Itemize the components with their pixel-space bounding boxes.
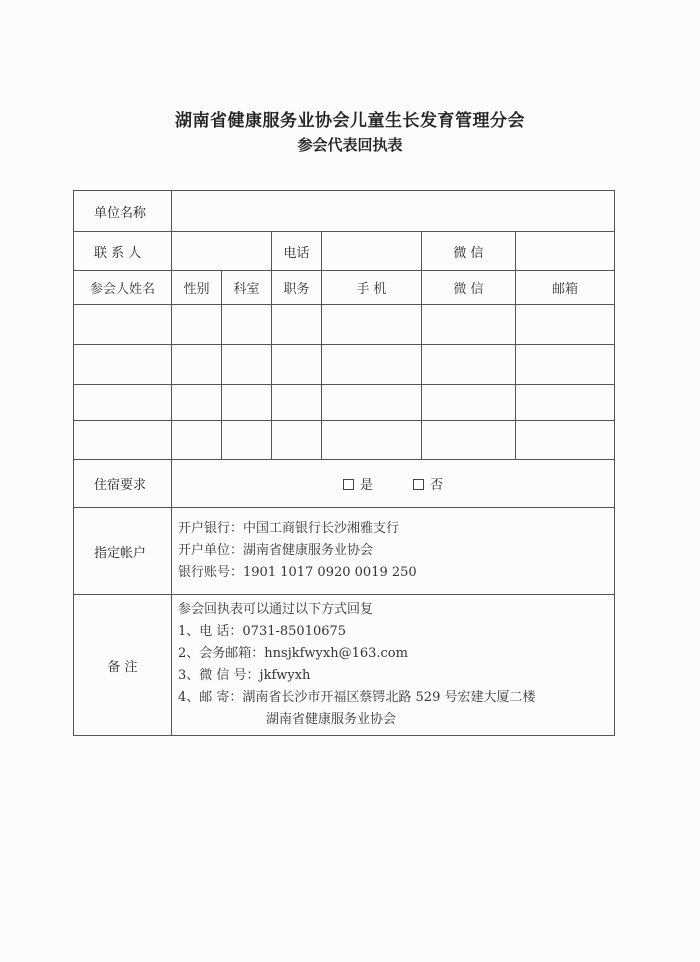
attendee-cell[interactable] xyxy=(172,305,222,345)
attendee-row xyxy=(74,385,615,421)
accommodation-label: 住宿要求 xyxy=(74,460,172,508)
col-department: 科室 xyxy=(222,271,272,305)
contact-label: 联 系 人 xyxy=(74,232,172,271)
attendee-cell[interactable] xyxy=(422,305,516,345)
notes-mail-recipient-line: 湖南省健康服务业协会 xyxy=(266,712,397,727)
attendee-cell[interactable] xyxy=(516,385,615,421)
bank-name-line: 开户银行：中国工商银行长沙湘雅支行 xyxy=(178,521,400,536)
unit-name-field[interactable] xyxy=(172,191,615,232)
notes-details xyxy=(172,595,615,736)
attendee-cell[interactable] xyxy=(422,421,516,460)
attendee-cell[interactable] xyxy=(172,421,222,460)
account-number-line: 银行账号：1901 1017 0920 0019 250 xyxy=(178,565,417,580)
account-row xyxy=(74,508,615,595)
attendee-cell[interactable] xyxy=(172,385,222,421)
phone-label: 电话 xyxy=(272,232,322,271)
attendee-cell[interactable] xyxy=(322,305,422,345)
wechat-field[interactable] xyxy=(516,232,615,271)
notes-intro: 参会回执表可以通过以下方式回复 xyxy=(178,602,374,617)
attendee-cell[interactable] xyxy=(222,305,272,345)
registration-form-table xyxy=(73,190,615,736)
attendee-cell[interactable] xyxy=(74,385,172,421)
accommodation-no-option[interactable] xyxy=(413,474,443,493)
attendee-cell[interactable] xyxy=(422,385,516,421)
attendee-cell[interactable] xyxy=(322,421,422,460)
col-position: 职务 xyxy=(272,271,322,305)
col-wechat: 微 信 xyxy=(422,271,516,305)
attendee-cell[interactable] xyxy=(272,345,322,385)
notes-label: 备 注 xyxy=(74,595,172,736)
accommodation-options xyxy=(172,460,615,508)
col-attendee-name: 参会人姓名 xyxy=(74,271,172,305)
col-email: 邮箱 xyxy=(516,271,615,305)
notes-row xyxy=(74,595,615,736)
attendee-cell[interactable] xyxy=(272,385,322,421)
attendee-cell[interactable] xyxy=(222,421,272,460)
notes-wechat-line: 3、微 信 号：jkfwyxh xyxy=(178,668,311,683)
notes-email-line: 2、会务邮箱：hnsjkfwyxh@163.com xyxy=(178,646,408,661)
attendee-cell[interactable] xyxy=(74,305,172,345)
attendee-row xyxy=(74,421,615,460)
account-holder-line: 开户单位：湖南省健康服务业协会 xyxy=(178,543,374,558)
no-label: 否 xyxy=(430,478,444,493)
attendee-cell[interactable] xyxy=(516,305,615,345)
attendee-cell[interactable] xyxy=(422,345,516,385)
attendee-cell[interactable] xyxy=(172,345,222,385)
column-header-row xyxy=(74,271,615,305)
document-subtitle: 参会代表回执表 xyxy=(297,136,403,154)
notes-mail-line: 4、邮 寄：湖南省长沙市开福区蔡锷北路 529 号宏建大厦二楼 xyxy=(178,690,536,705)
accommodation-row xyxy=(74,460,615,508)
unit-name-row xyxy=(74,191,615,232)
attendee-cell[interactable] xyxy=(74,421,172,460)
attendee-cell[interactable] xyxy=(322,385,422,421)
contact-row xyxy=(74,232,615,271)
document-title: 湖南省健康服务业协会儿童生长发育管理分会 xyxy=(175,111,525,131)
yes-label: 是 xyxy=(359,478,373,493)
attendee-cell[interactable] xyxy=(322,345,422,385)
account-details xyxy=(172,508,615,595)
attendee-cell[interactable] xyxy=(516,421,615,460)
attendee-cell[interactable] xyxy=(74,345,172,385)
attendee-row xyxy=(74,345,615,385)
col-gender: 性别 xyxy=(172,271,222,305)
no-checkbox[interactable] xyxy=(413,479,424,490)
contact-field[interactable] xyxy=(172,232,272,271)
accommodation-yes-option[interactable] xyxy=(343,474,373,493)
wechat-label: 微 信 xyxy=(422,232,516,271)
attendee-cell[interactable] xyxy=(272,305,322,345)
phone-field[interactable] xyxy=(322,232,422,271)
attendee-cell[interactable] xyxy=(272,421,322,460)
attendee-cell[interactable] xyxy=(222,385,272,421)
attendee-row xyxy=(74,305,615,345)
attendee-cell[interactable] xyxy=(222,345,272,385)
notes-phone-line: 1、电 话：0731-85010675 xyxy=(178,624,347,639)
yes-checkbox[interactable] xyxy=(343,479,354,490)
unit-name-label: 单位名称 xyxy=(74,191,172,232)
attendee-cell[interactable] xyxy=(516,345,615,385)
col-mobile: 手 机 xyxy=(322,271,422,305)
account-label: 指定帐户 xyxy=(74,508,172,595)
